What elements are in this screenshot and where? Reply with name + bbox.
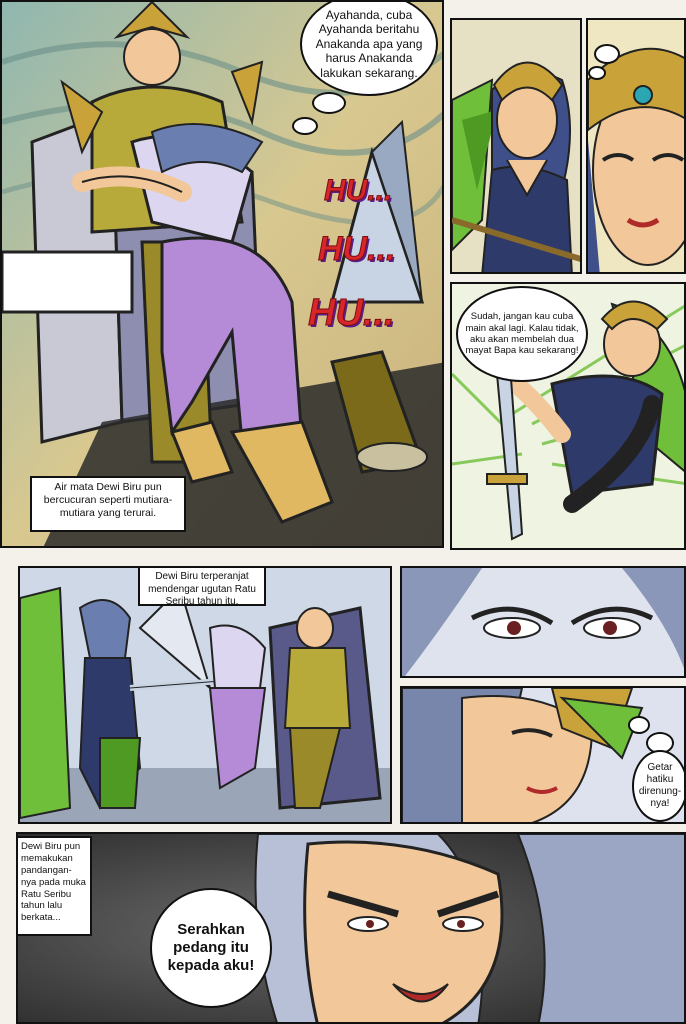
queen-threat-text: Sudah, jangan kau cuba main akal lagi. Kalau tidak, aku akan membelah dua mayat Bapa kau sekarang! [465, 311, 579, 357]
panel-queen-closeup [586, 18, 686, 274]
sobbing-sfx-2: HU... [318, 230, 396, 268]
panel-queen-stare [400, 686, 686, 824]
tears-caption-box [30, 476, 186, 532]
startled-caption-text: Dewi Biru terperanjat mendengar ugutan Ratu Seribu tahun itu. [148, 571, 256, 607]
demand-speech-text: Serahkan pedang itu kepada aku! [167, 921, 255, 974]
panel-angry-demand [16, 832, 686, 1024]
panel-queen-sword [450, 282, 686, 550]
thought-dot-queen-1 [594, 44, 620, 64]
thought-dot-large [312, 92, 346, 114]
queen-profile-illustration [452, 20, 582, 274]
panel-throne-embrace [0, 0, 444, 548]
queen-thought-bubble [632, 750, 686, 822]
sobbing-sfx-1: HU... [324, 174, 393, 207]
princess-speech-text: Ayahanda, cuba Ayahanda beritahu Anakanda apa yang harus Anakanda lakukan sekarang. [315, 8, 423, 80]
sobbing-sfx-3: HU... [308, 292, 395, 334]
queen-threat-bubble [456, 286, 588, 382]
angry-demand-illustration [18, 834, 686, 1024]
eyes-closeup-illustration [402, 568, 686, 678]
thought-dot-queen-2 [588, 66, 606, 80]
demand-caption-text: Dewi Biru pun memakukan pandangan-nya pada muka Ratu Seribu tahun lalu berkata... [21, 841, 86, 924]
tears-caption-text: Air mata Dewi Biru pun bercucuran seperti mutiara-mutiara yang terurai. [43, 481, 173, 520]
thought-dot-stare-1 [628, 716, 650, 734]
panel-sword-confrontation [18, 566, 392, 824]
demand-speech-bubble [150, 888, 272, 1008]
demand-caption-box [16, 836, 92, 936]
queen-thought-text: Getar hatiku direnung-nya! [638, 762, 682, 809]
panel-queen-profile [450, 18, 582, 274]
panel-eyes-closeup [400, 566, 686, 678]
thought-dot-small [292, 117, 318, 135]
startled-caption-box [138, 566, 266, 606]
